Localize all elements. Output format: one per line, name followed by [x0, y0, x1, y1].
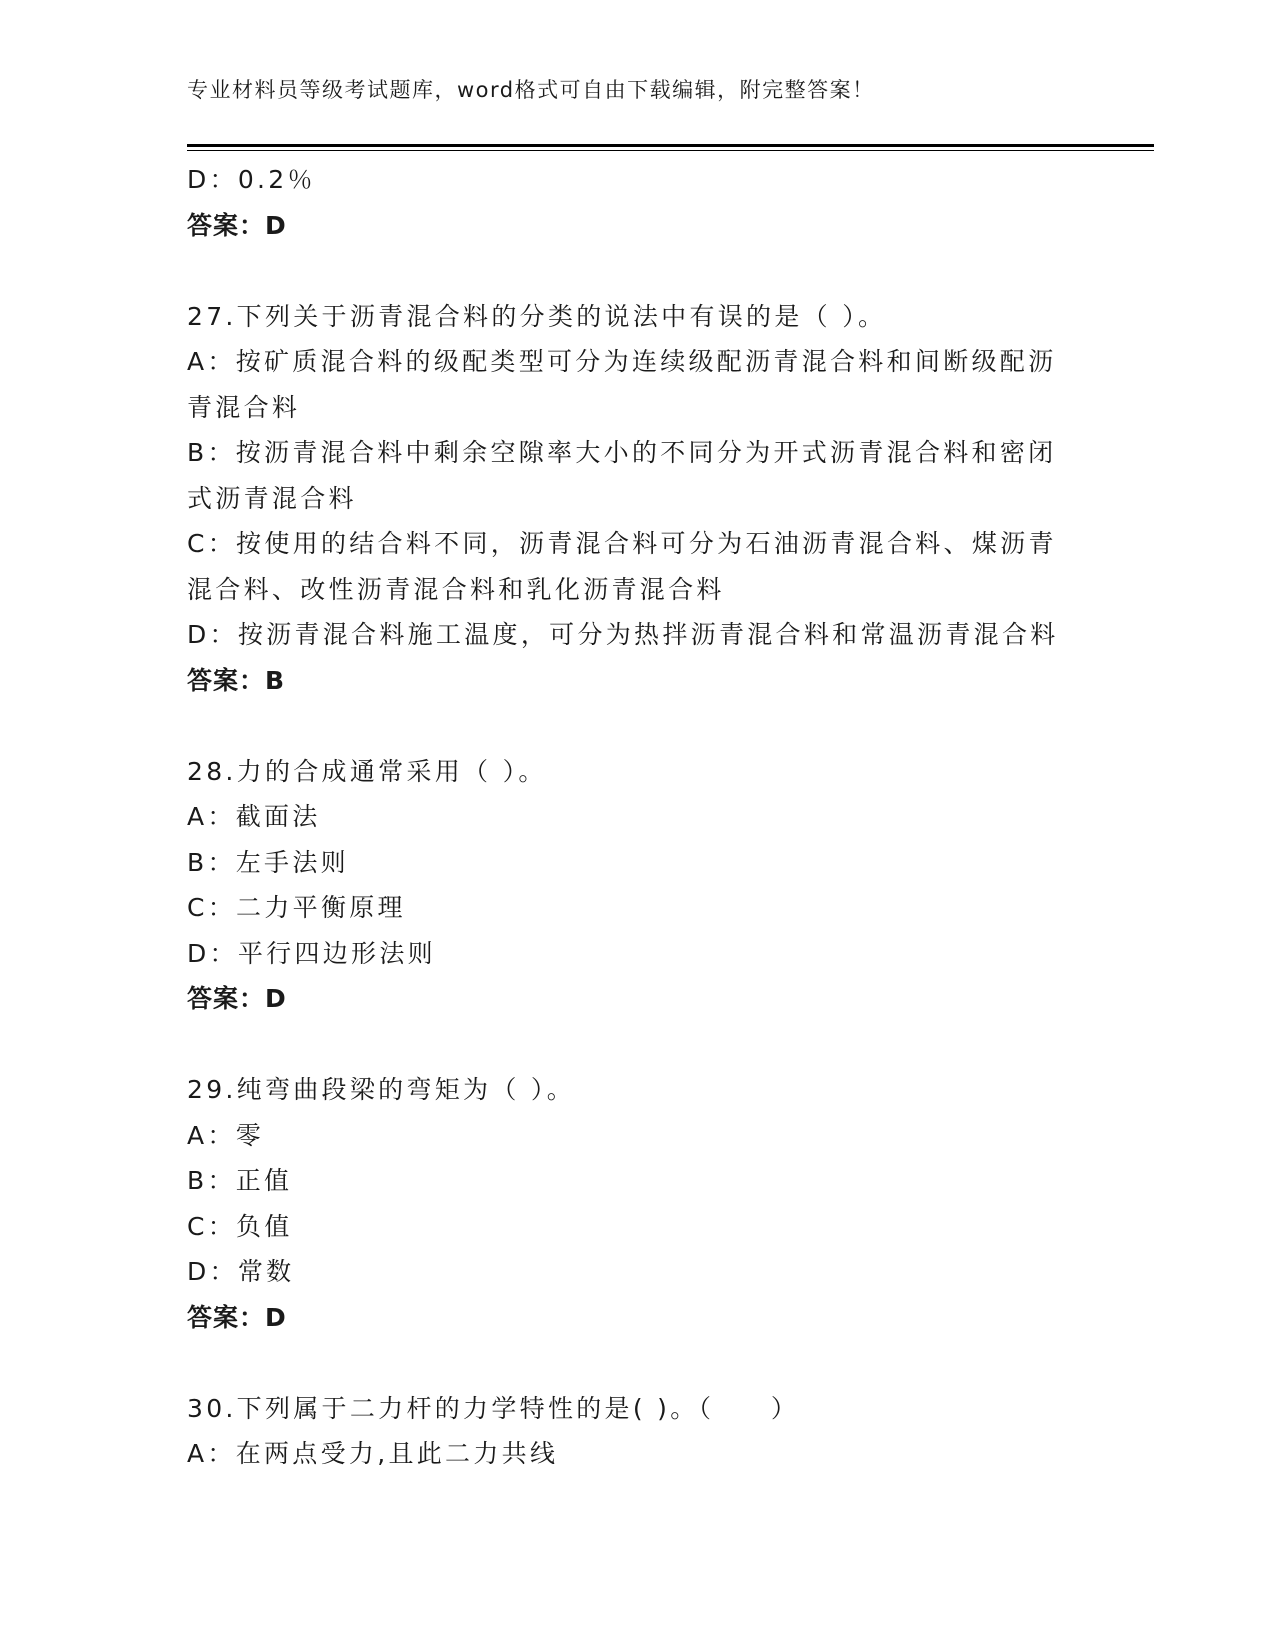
option-line: C：按使用的结合料不同，沥青混合料可分为石油沥青混合料、煤沥青 — [187, 529, 1057, 558]
option-line: B：左手法则 — [187, 847, 349, 877]
page-header: 专业材料员等级考试题库，word格式可自由下载编辑，附完整答案！ — [187, 78, 875, 102]
question-content — [187, 157, 1087, 1477]
spacer — [187, 248, 1087, 294]
option-line: 青混合料 — [187, 392, 301, 422]
answer-line: 答案：D — [187, 984, 287, 1013]
answer-line: 答案：D — [187, 210, 287, 240]
option-line: A：按矿质混合料的级配类型可分为连续级配沥青混合料和间断级配沥 — [187, 347, 1057, 376]
question-line: 27.下列关于沥青混合料的分类的说法中有误的是（ ）。 — [187, 301, 887, 331]
header-rule-thin — [187, 150, 1154, 151]
option-line: A：在两点受力,且此二力共线 — [187, 1439, 559, 1468]
spacer — [187, 703, 1087, 749]
spacer — [187, 1022, 1087, 1068]
question-line: 29.纯弯曲段梁的弯矩为（ ）。 — [187, 1075, 576, 1104]
answer-line: 答案：B — [187, 665, 286, 695]
question-line: 30.下列属于二力杆的力学特性的是( )。（ ） — [187, 1393, 800, 1423]
header-rule-thick — [187, 144, 1154, 147]
option-line: C：二力平衡原理 — [187, 893, 406, 922]
option-line: D：平行四边形法则 — [187, 938, 436, 968]
option-line: C：负值 — [187, 1211, 293, 1241]
option-line: B：按沥青混合料中剩余空隙率大小的不同分为开式沥青混合料和密闭 — [187, 438, 1057, 467]
option-line: D：按沥青混合料施工温度，可分为热拌沥青混合料和常温沥青混合料 — [187, 620, 1059, 649]
option-line: A：截面法 — [187, 802, 321, 831]
answer-line: 答案：D — [187, 1302, 287, 1332]
option-line: B：正值 — [187, 1166, 293, 1195]
option-line: D：常数 — [187, 1257, 295, 1286]
spacer — [187, 1340, 1087, 1386]
option-line: 混合料、改性沥青混合料和乳化沥青混合料 — [187, 574, 725, 604]
option-line: 式沥青混合料 — [187, 483, 357, 513]
option-line: D：0.2％ — [187, 165, 316, 194]
option-line: A：零 — [187, 1120, 265, 1150]
question-line: 28.力的合成通常采用（ ）。 — [187, 756, 547, 786]
